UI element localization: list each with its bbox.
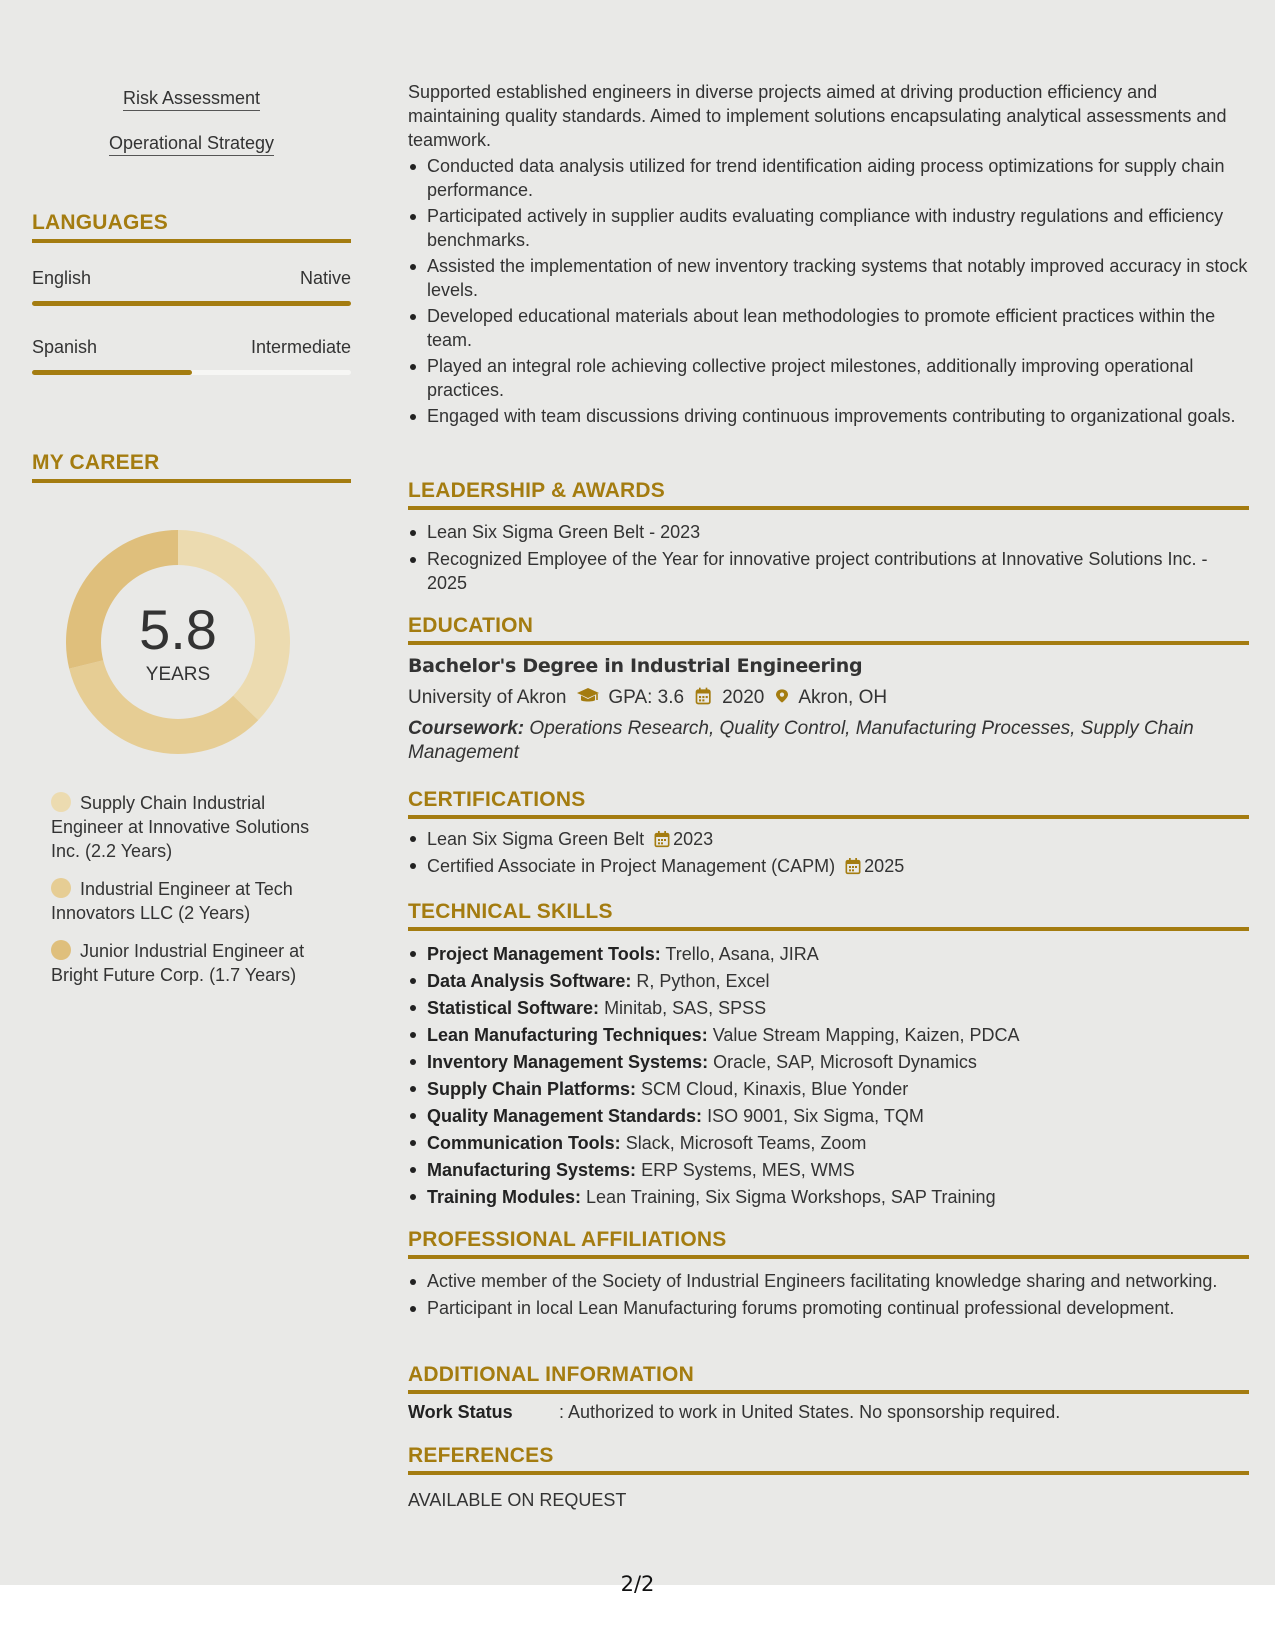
list-item: Conducted data analysis utilized for trend identification aiding process optimizations for supply chain performance. <box>408 154 1249 202</box>
certifications-list <box>408 826 1249 880</box>
language-name: English <box>32 268 92 288</box>
language-level: Native <box>299 268 351 288</box>
calendar-icon <box>654 830 670 848</box>
career-legend-label: Junior Industrial Engineer at Bright Future Corp. (1.7 Years) <box>51 941 305 985</box>
career-legend-item <box>51 939 341 987</box>
leadership-heading: LEADERSHIP & AWARDS <box>408 479 1249 510</box>
coursework <box>408 717 1249 765</box>
career-heading: MY CAREER <box>32 451 351 483</box>
skill-values: Value Stream Mapping, Kaizen, PDCA <box>712 1025 1020 1045</box>
certification-name: Certified Associate in Project Management (CAPM) <box>427 856 836 876</box>
career-legend-label: Supply Chain Industrial Engineer at Innovative Solutions Inc. (2.2 Years) <box>51 793 310 861</box>
list-item <box>408 1076 1249 1103</box>
certification-year: 2025 <box>864 856 905 876</box>
legend-dot <box>51 792 71 812</box>
list-item <box>408 1049 1249 1076</box>
school-location: Akron, OH <box>798 687 888 708</box>
experience-summary: Supported established engineers in diverse projects aimed at driving production efficiency and maintaining quality standards. Aimed to implement solutions encapsulating analytical assessments and teamwork. <box>408 82 1227 150</box>
skill-values: ERP Systems, MES, WMS <box>641 1160 855 1180</box>
list-item: Lean Six Sigma Green Belt - 2023 <box>408 520 1249 544</box>
work-status-value: : Authorized to work in United States. No sponsorship required. <box>559 1402 1061 1422</box>
skill-label: Operational Strategy <box>109 133 274 156</box>
list-item: Recognized Employee of the Year for innovative project contributions at Innovative Solutions Inc. - 2025 <box>408 547 1249 595</box>
skill-category: Quality Management Standards: <box>427 1106 703 1126</box>
skill-label: Risk Assessment <box>123 88 260 111</box>
skill-category: Statistical Software: <box>427 998 600 1018</box>
list-item: Played an integral role achieving collective project milestones, additionally improving operational practices. <box>408 354 1249 402</box>
skill-values: Oracle, SAP, Microsoft Dynamics <box>713 1052 977 1072</box>
gpa: GPA: 3.6 <box>608 687 685 708</box>
language-bar-fill <box>32 301 351 306</box>
technical-skills-list <box>408 941 1249 1211</box>
skill-values: ISO 9001, Six Sigma, TQM <box>707 1106 924 1126</box>
skill-values: Slack, Microsoft Teams, Zoom <box>625 1133 867 1153</box>
skill-category: Manufacturing Systems: <box>427 1160 637 1180</box>
skill-values: Lean Training, Six Sigma Workshops, SAP Training <box>586 1187 996 1207</box>
career-total-unit: YEARS <box>145 664 211 685</box>
skill-values: R, Python, Excel <box>636 971 770 991</box>
skill-category: Supply Chain Platforms: <box>427 1079 637 1099</box>
skill-item <box>32 133 351 154</box>
list-item <box>408 941 1249 968</box>
list-item <box>408 826 1249 853</box>
list-item: Assisted the implementation of new inventory tracking systems that notably improved accuracy in stock levels. <box>408 254 1249 302</box>
education-details <box>408 686 887 709</box>
language-name: Spanish <box>32 337 98 357</box>
affiliations-heading: PROFESSIONAL AFFILIATIONS <box>408 1228 1249 1259</box>
list-item <box>408 968 1249 995</box>
career-legend-item <box>51 791 341 863</box>
career-legend-item <box>51 877 341 925</box>
skill-values: Trello, Asana, JIRA <box>665 944 819 964</box>
language-bar <box>32 301 351 306</box>
technical-skills-heading: TECHNICAL SKILLS <box>408 900 1249 931</box>
languages-heading: LANGUAGES <box>32 211 351 243</box>
skill-category: Project Management Tools: <box>427 944 661 964</box>
list-item <box>408 1130 1249 1157</box>
career-legend-label: Industrial Engineer at Tech Innovators LLC (2 Years) <box>51 879 293 923</box>
list-item <box>408 1184 1249 1211</box>
certifications-heading: CERTIFICATIONS <box>408 788 1249 819</box>
legend-dot <box>51 940 71 960</box>
list-item: Participated actively in supplier audits evaluating compliance with industry regulations and efficiency benchmarks. <box>408 204 1249 252</box>
list-item <box>408 1022 1249 1049</box>
leadership-list <box>408 520 1249 595</box>
skill-item <box>32 88 351 109</box>
graduation-cap-icon <box>576 686 600 706</box>
language-level: Intermediate <box>250 337 351 357</box>
graduation-year: 2020 <box>722 687 765 708</box>
list-item: Engaged with team discussions driving continuous improvements contributing to organizational goals. <box>408 404 1249 428</box>
skill-category: Training Modules: <box>427 1187 582 1207</box>
certification-year: 2023 <box>673 829 714 849</box>
list-item: Developed educational materials about lean methodologies to promote efficient practices within the team. <box>408 304 1249 352</box>
certification-name: Lean Six Sigma Green Belt <box>427 829 645 849</box>
list-item <box>408 853 1249 880</box>
calendar-icon <box>845 857 861 875</box>
map-pin-icon <box>774 686 790 706</box>
additional-info-heading: ADDITIONAL INFORMATION <box>408 1363 1249 1394</box>
legend-dot <box>51 878 71 898</box>
page-number: 2/2 <box>620 1572 655 1596</box>
skill-category: Data Analysis Software: <box>427 971 632 991</box>
skill-values: Minitab, SAS, SPSS <box>604 998 767 1018</box>
skill-category: Inventory Management Systems: <box>427 1052 709 1072</box>
career-total-years: 5.8 <box>139 598 217 661</box>
education-heading: EDUCATION <box>408 614 1249 645</box>
skill-category: Lean Manufacturing Techniques: <box>427 1025 708 1045</box>
work-status-label: Work Status <box>408 1402 513 1422</box>
list-item: Active member of the Society of Industrial Engineers facilitating knowledge sharing and networking. <box>408 1269 1249 1293</box>
degree-title: Bachelor's Degree in Industrial Engineering <box>408 655 863 677</box>
list-item <box>408 1157 1249 1184</box>
references-heading: REFERENCES <box>408 1444 1249 1475</box>
list-item: Participant in local Lean Manufacturing forums promoting continual professional development. <box>408 1296 1249 1320</box>
language-bar-fill <box>32 370 192 375</box>
language-bar <box>32 370 351 375</box>
school-name: University of Akron <box>408 687 567 708</box>
coursework-list: Operations Research, Quality Control, Manufacturing Processes, Supply Chain Management <box>408 718 1194 763</box>
list-item <box>408 995 1249 1022</box>
references-text: AVAILABLE ON REQUEST <box>408 1490 627 1510</box>
skill-category: Communication Tools: <box>427 1133 621 1153</box>
calendar-icon <box>694 686 714 706</box>
skill-values: SCM Cloud, Kinaxis, Blue Yonder <box>641 1079 909 1099</box>
coursework-label: Coursework: <box>408 718 525 739</box>
experience-bullets <box>408 154 1249 428</box>
affiliations-list <box>408 1269 1249 1320</box>
list-item <box>408 1103 1249 1130</box>
